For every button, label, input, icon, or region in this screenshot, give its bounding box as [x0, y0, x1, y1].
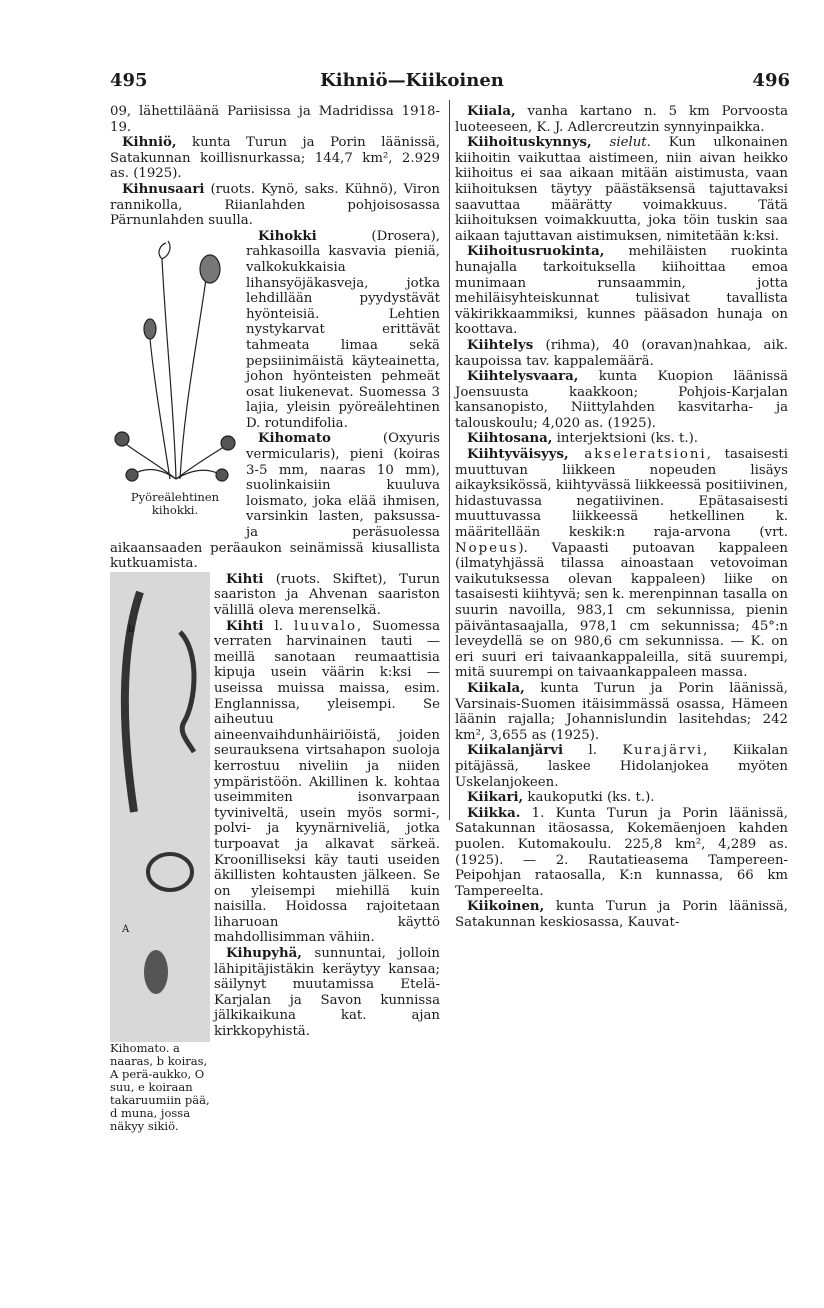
- figure-kihokki: [110, 229, 240, 529]
- page-number-left: 495: [110, 70, 148, 91]
- headword: Kiikka.: [467, 805, 521, 821]
- entry-text: ). Vapaasti putoavan kappaleen (ilmatyhjässä tilassa ainoastaan vetovoiman vaikutuksessa olevan kappaleen) liike on tasaisesti kiihtyvä; sen k. merenpinnan tasalla on suurin navoilla, 983,1 cm sekunnissa, pienin päiväntasaajalla, 978,1 cm sekunnissa; 45°:n leveydellä se on 980,6 cm sekunnissa. — K. on eri suuri eri taivaankappaleilla, sitä suurempi, mitä suurempi on taivaankappaleen massa.: [455, 540, 788, 681]
- entry-kiihtosana: [455, 431, 788, 447]
- entry-kiikari: [455, 790, 788, 806]
- entry-text: l.: [563, 743, 623, 759]
- headword: Kiihtyväisyys,: [467, 447, 569, 463]
- entry-text: l.: [263, 618, 294, 634]
- entry-text: , Kiikalan pitäjässä, laskee Hidolanjokea myöten Uskelanjokeen.: [455, 743, 789, 790]
- spaced-term: Kurajärvi: [622, 743, 704, 759]
- sundew-plant-illustration: [110, 229, 240, 489]
- entry-text: (Drosera), rahkasoilla kasvavia pieniä, valkokukkaisia lihansyöjäkasveja, jotka lehdillään pyydystävät hyönteisiä. Lehtien nystykarvat erittävät tahmeata limaa sekä pepsiinimäistä käyteainetta, johon hyönteisten pehmeät osat liukenevat. Suomessa 3 lajia, yleisin pyöreälehtinen D. rotundifolia.: [246, 228, 440, 431]
- page-header: [0, 70, 824, 94]
- headword: Kihti: [226, 571, 264, 587]
- entry-text: , tasaisesti muuttuvan liikkeen nopeuden lisäys aikayksikössä, kiihtyvässä liikkeessä positiivinen, hidastuvassa negatiivinen. Epätasaisesti muuttuvassa liikkeessä hetkellinen k. määritellään keskik:n raja-arvona (vrt.: [455, 447, 788, 541]
- entry-kiihoituskynnys: [455, 135, 788, 244]
- entry-kihnusaari: [110, 182, 440, 229]
- entry-kiihoitusruokinta: [455, 244, 788, 338]
- headword: Kihnusaari: [122, 181, 205, 197]
- headword: Kiikoinen,: [467, 899, 545, 915]
- figure-caption: Kihomato. a naaras, b koiras, A perä-aukko, O suu, e koiraan takaruumiin pää, d muna, jossa näkyy sikiö.: [110, 1040, 210, 1133]
- headword: Kiiala,: [467, 104, 516, 119]
- entry-kiiala: [455, 104, 788, 135]
- page-number-right: 496: [752, 70, 790, 91]
- headword: Kiikala,: [467, 680, 525, 696]
- figure-caption: Pyöreälehtinen kihokki.: [130, 489, 220, 517]
- svg-text:A: A: [122, 923, 130, 935]
- spaced-term: akseleratsioni: [568, 447, 707, 463]
- field-label: sielut.: [591, 135, 651, 151]
- entry-text: sunnuntai, jolloin lähipitäjistäkin keräytyy kansaa; säilynyt muutamissa Etelä-Karjalan ja Savon kunnissa jälkikaikuna kat. ajan kirkkopyhistä.: [214, 946, 440, 1040]
- svg-text:b: b: [128, 623, 135, 635]
- headword: Kiihtosana,: [467, 431, 553, 447]
- headword: Kiihtelys: [467, 337, 534, 353]
- entry-text: mehiläisten ruokinta hunajalla tarkoituksella kiihoittaa emoa munimaan runsaammin, jotta mehiläisyhteiskunnat tulisivat tavallista väkirikkaammiksi, kunnes pääsadon hunaja on koottava.: [455, 244, 788, 338]
- entry-text: kunta Turun ja Porin läänissä, Varsinais-Suomen itäisimmässä osassa, Hämeen läänin rajalla; Johannislundin lasitehdas; 242 km², 3,655 as (1925).: [455, 680, 788, 743]
- headword: Kiihoitusruokinta,: [467, 244, 605, 260]
- entry-kiihtelys: [455, 338, 788, 369]
- spaced-term: Nopeus: [455, 540, 519, 556]
- left-column: [110, 104, 440, 1134]
- entry-kiikalanjarvi: [455, 743, 788, 790]
- figure-kihomato: [110, 572, 210, 1132]
- entry-text: , Suomessa verraten harvinainen tauti — meillä sanotaan reumaattisia kipuja usein väärin k:ksi — useissa muissa maissa, esim. Englannissa, yleisempi. Se aiheutuu aineenvaihdunhäiriöistä, joiden seurauksena virtsahapon suoloja kerrostuu niveliin ja niiden ympäristöön. Akillinen k. kohtaa useimmiten isonvarpaan tyviniveltä, usein myös sormi-, polvi- ja kyynärniveliä, jotka turpoavat ja alkavat särkeä. Kroonilliseksi käy tauti useiden äkillisten kohtausten jälkeen. Se on yleisempi miehillä kuin naisilla. Hoidossa rajoitetaan liharuoan käyttö mahdollisimman vähiin.: [214, 618, 441, 946]
- entry-text: kunta Turun ja Porin läänissä, Satakunnan koillisnurkassa; 144,7 km², 2.929 as. (1925).: [110, 135, 440, 182]
- entry-kiikala: [455, 681, 788, 743]
- entry-text: Kun ulkonainen kiihoitin vaikuttaa aistimeen, niin aivan heikko kiihoitus ei saa aikaan mitään aistimusta, vaan kiihoituksen täytyy päästäksensä tajuttavaksi saavuttaa määrätty voimakkuus. Tätä kiihoituksen voimakkuutta, joka töin tuskin saa aikaan tajuttavan aistimuksen, nimitetään k:ksi.: [455, 135, 788, 244]
- entry-text: (Oxyuris vermicularis), pieni (koiras 3-5 mm, naaras 10 mm), suolinkaisiin kuuluva loismato, joka elää ihmisen, varsinkin lasten, paksussa- ja peräsuolessa aikaansaaden peräaukon seinämissä kiusallista kutkuamista.: [110, 431, 440, 572]
- entry-text: kunta Turun ja Porin läänissä, Satakunnan keskiosassa, Kauvat-: [455, 899, 788, 930]
- entry-kihnio: [110, 135, 440, 182]
- page-title: Kihniö—Kiikoinen: [320, 70, 504, 91]
- entry-text: 1. Kunta Turun ja Porin läänissä, Satakunnan itäosassa, Kokemäenjoen kahden puolen. Kutomakoulu. 225,8 km², 4,289 as. (1925). — 2. Rautatieasema Tampereen-Peipohjan rataosalla, K:n kunnassa, 66 km Tampereelta.: [455, 805, 788, 899]
- right-column: [455, 104, 788, 930]
- entry-text: vanha kartano n. 5 km Porvoosta luoteeseen, K. J. Adlercreutzin synnyinpaikka.: [455, 104, 788, 135]
- headword: Kihomato: [258, 431, 331, 447]
- headword: Kihniö,: [122, 135, 177, 151]
- headword: Kiikalanjärvi: [467, 743, 564, 759]
- entry-text: kaukoputki (ks. t.).: [523, 790, 655, 806]
- entry-kiikka: [455, 806, 788, 900]
- entry-text: kunta Kuopion läänissä Joensuusta kaakkoon; Pohjois-Karjalan kansanopisto, Niittylahden kasvitarha- ja talouskoulu; 4,020 as. (1925).: [455, 369, 788, 431]
- headword: Kihupyhä,: [226, 946, 302, 962]
- entry-text: interjektsioni (ks. t.).: [552, 431, 698, 447]
- column-divider: [449, 100, 450, 820]
- pinworm-illustration: [110, 572, 210, 1042]
- headword: Kiikari,: [467, 790, 524, 806]
- headword: Kihti: [226, 618, 264, 634]
- headword: Kiihtelysvaara,: [467, 369, 579, 385]
- headword: Kihokki: [258, 228, 317, 244]
- entry-text: (ruots. Kynö, saks. Kühnö), Viron rannikolla, Riianlahden pohjoisosassa Pärnunlahden suulla.: [110, 181, 440, 229]
- headword: Kiihoituskynnys,: [467, 135, 592, 151]
- entry-text: (rihma), 40 (oravan)nahkaa, aik. kaupoissa tav. kappalemäärä.: [455, 337, 788, 369]
- entry-kiihtelysvaara: [455, 369, 788, 431]
- spaced-term: luuvalo: [293, 618, 358, 634]
- entry-kiikoinen: [455, 899, 788, 930]
- entry-continuation: 09, lähettiläänä Pariisissa ja Madridissa 1918-19.: [110, 104, 440, 135]
- entry-kiihtyvaisyys: [455, 447, 788, 681]
- entry-text: (ruots. Skiftet), Turun saariston ja Ahvenan saariston välillä oleva merenselkä.: [214, 571, 440, 618]
